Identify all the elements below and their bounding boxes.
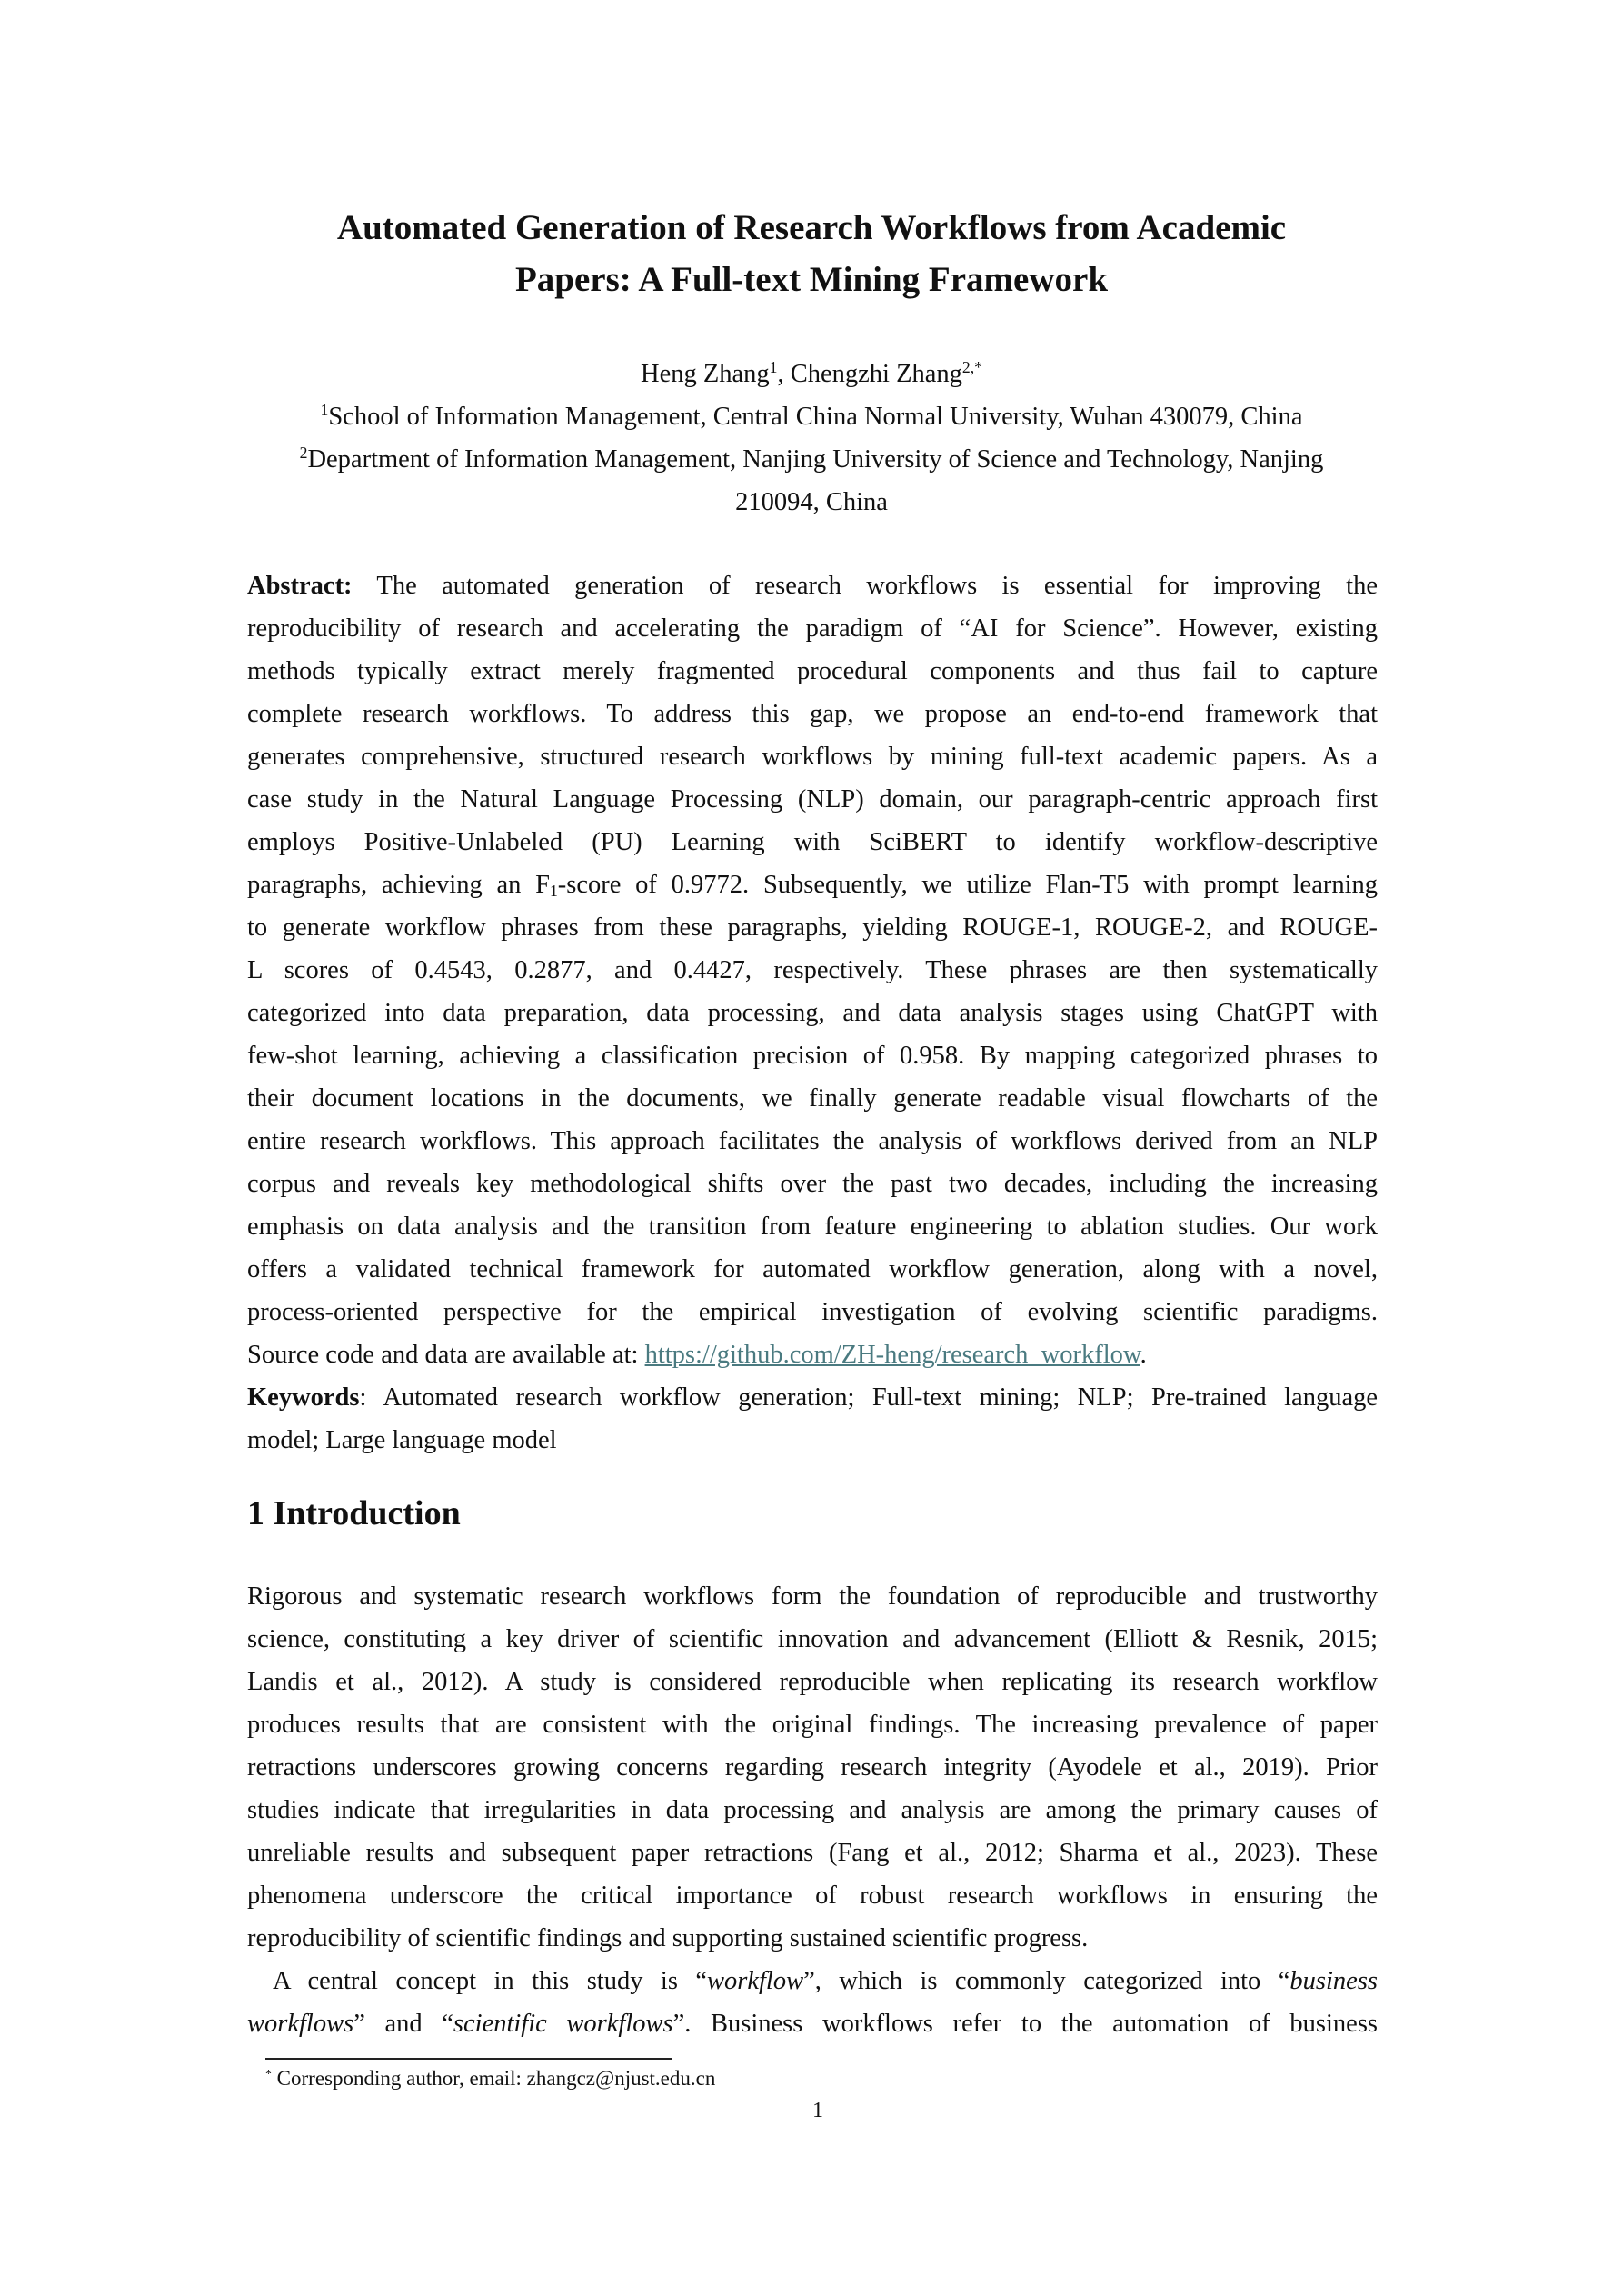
abstract-source-line: Source code and data are available at: https://github.com/ZH-heng/research_workflow.: [247, 1341, 1147, 1369]
title-line-1: Automated Generation of Research Workflows from Academic: [336, 208, 1287, 247]
keywords-label: Keywords: [247, 1383, 360, 1412]
author-list: [245, 353, 1378, 395]
paper-title: [245, 202, 1378, 305]
body-line: A central concept in this study is “workflow”, which is commonly categorized into “business: [273, 1967, 1378, 1995]
section-heading: 1 Introduction: [247, 1494, 461, 1532]
page-number: 1: [812, 2099, 823, 2122]
affiliation-2-continued: 210094, China: [735, 488, 888, 516]
body-line: produces results that are consistent with the original findings. The increasing prevalence of paper: [247, 1711, 1378, 1739]
abstract-line: process-oriented perspective for the empirical investigation of evolving scientific paradigms.: [247, 1298, 1378, 1326]
abstract-line: L scores of 0.4543, 0.2877, and 0.4427, respectively. These phrases are then systematically: [247, 956, 1378, 984]
f1-subscript: 1: [549, 882, 558, 901]
source-code-link[interactable]: https://github.com/ZH-heng/research_workflow: [644, 1341, 1140, 1369]
body-line: retractions underscores growing concerns regarding research integrity (Ayodele et al., 2019). Prior: [247, 1753, 1378, 1782]
body-line: reproducibility of scientific findings and supporting sustained scientific progress.: [247, 1924, 1089, 1952]
abstract-line: case study in the Natural Language Processing (NLP) domain, our paragraph-centric approach first: [247, 785, 1378, 814]
body-line: unreliable results and subsequent paper retractions (Fang et al., 2012; Sharma et al., 2023). These: [247, 1839, 1378, 1867]
body-line: phenomena underscore the critical importance of robust research workflows in ensuring the: [247, 1882, 1378, 1910]
author-affiliation-marker: 1: [769, 358, 778, 377]
abstract-label: Abstract:: [247, 572, 353, 600]
abstract-line: Abstract: The automated generation of research workflows is essential for improving the: [247, 572, 1378, 600]
author-name: Chengzhi Zhang: [790, 360, 962, 388]
keywords-line: model; Large language model: [247, 1426, 557, 1454]
keywords: [247, 1376, 1378, 1462]
abstract-line: to generate workflow phrases from these paragraphs, yielding ROUGE-1, ROUGE-2, and ROUGE-: [247, 913, 1378, 942]
author-separator: ,: [777, 360, 791, 388]
body-line: Rigorous and systematic research workflows form the foundation of reproducible and trustworthy: [247, 1582, 1378, 1611]
intro-paragraph-2: [247, 1960, 1378, 2045]
abstract-line: reproducibility of research and accelerating the paradigm of “AI for Science”. However, existing: [247, 614, 1378, 643]
footnote-divider: [265, 2058, 672, 2060]
abstract-line: employs Positive-Unlabeled (PU) Learning with SciBERT to identify workflow-descriptive: [247, 828, 1378, 856]
abstract-line: emphasis on data analysis and the transition from feature engineering to ablation studies. Our work: [247, 1213, 1378, 1241]
author-name: Heng Zhang: [641, 360, 770, 388]
abstract-line: methods typically extract merely fragmented procedural components and thus fail to capture: [247, 657, 1378, 685]
affiliation-text: Department of Information Management, Nanjing University of Science and Technology, Nanjing: [307, 445, 1324, 474]
affiliation-1: [245, 395, 1378, 438]
abstract-line: offers a validated technical framework for automated workflow generation, along with a novel,: [247, 1255, 1378, 1283]
abstract-line: generates comprehensive, structured research workflows by mining full-text academic papers. As a: [247, 743, 1378, 771]
footnote-text: Corresponding author, email: zhangcz@njust.edu.cn: [271, 2067, 716, 2090]
abstract-line: few-shot learning, achieving a classification precision of 0.958. By mapping categorized phrases to: [247, 1042, 1378, 1070]
abstract-line: their document locations in the documents, we finally generate readable visual flowcharts of the: [247, 1084, 1378, 1113]
affiliation-marker: 2: [299, 444, 308, 463]
footnote: [265, 2063, 715, 2094]
footnote-marker: *: [265, 2067, 272, 2081]
body-line: workflows” and “scientific workflows”. Business workflows refer to the automation of business: [247, 2010, 1378, 2038]
abstract-line: corpus and reveals key methodological shifts over the past two decades, including the increasing: [247, 1170, 1378, 1198]
intro-paragraph-1: [247, 1575, 1378, 1960]
abstract-line: entire research workflows. This approach facilitates the analysis of workflows derived from an NLP: [247, 1127, 1378, 1155]
abstract-line: paragraphs, achieving an $F_1$-score of 0.9772. Subsequently, we utilize Flan-T5 with prompt learning: [247, 871, 1378, 901]
body-line: Landis et al., 2012). A study is considered reproducible when replicating its research workflow: [247, 1668, 1378, 1696]
body-line: studies indicate that irregularities in data processing and analysis are among the primary causes of: [247, 1796, 1378, 1824]
affiliation-marker: 1: [320, 401, 329, 420]
abstract-line: complete research workflows. To address this gap, we propose an end-to-end framework that: [247, 700, 1378, 728]
abstract: [247, 564, 1378, 1376]
keywords-line: Keywords: Automated research workflow generation; Full-text mining; NLP; Pre-trained language: [247, 1383, 1378, 1412]
affiliations: [245, 395, 1378, 524]
abstract-line: categorized into data preparation, data processing, and data analysis stages using ChatGPT with: [247, 999, 1378, 1027]
affiliation-2: [245, 438, 1378, 481]
body-line: science, constituting a key driver of scientific innovation and advancement (Elliott & Resnik, 2015;: [247, 1625, 1378, 1653]
affiliation-text: School of Information Management, Central China Normal University, Wuhan 430079, China: [328, 403, 1303, 431]
title-line-2: Papers: A Full-text Mining Framework: [514, 260, 1109, 299]
author-affiliation-marker: 2,*: [961, 358, 982, 377]
